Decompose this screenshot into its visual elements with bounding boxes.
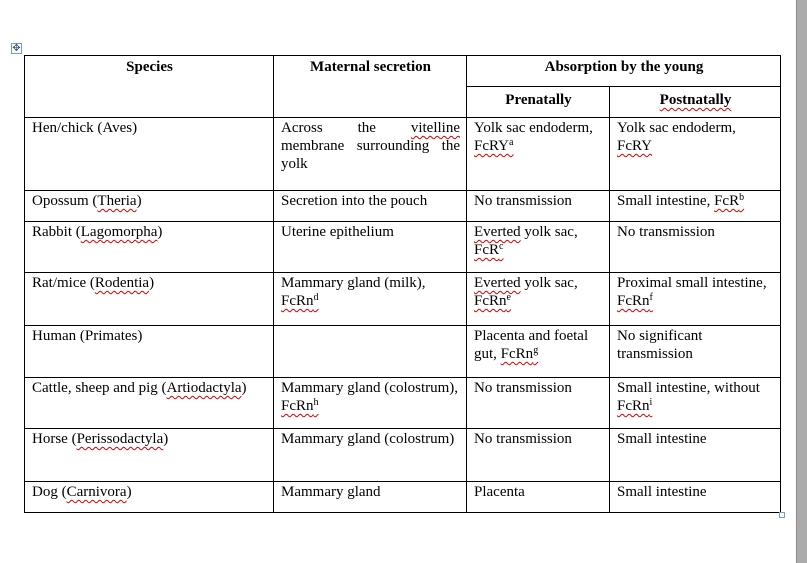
cell-text: yolk sac,	[520, 224, 578, 240]
footnote-marker: f	[649, 292, 653, 303]
cell-maternal	[274, 482, 467, 513]
cell-text: Human (Primates)	[32, 328, 143, 344]
footnote-marker: a	[509, 137, 514, 148]
cell-text: FcR$^b$	[714, 192, 745, 209]
cell-text: FcRn$^i$	[617, 397, 653, 414]
cell-text: FcRn$^e$	[474, 292, 511, 309]
cell-prenatal	[467, 222, 610, 273]
cell-prenatal	[467, 429, 610, 482]
cell-postnatal	[610, 222, 781, 273]
cell-text: Mammary gland (colostrum)	[281, 431, 455, 447]
cell-text: )	[126, 484, 132, 500]
cell-postnatal	[610, 378, 781, 429]
species-absorption-table	[24, 55, 781, 513]
cell-species	[25, 191, 274, 222]
cell-text: Everted	[474, 275, 521, 291]
cell-text: )	[136, 193, 142, 209]
page-edge-divider	[796, 0, 797, 563]
cell-text: FcRY$^a$	[474, 137, 514, 154]
cell-text: )	[149, 275, 155, 291]
cell-text: )	[163, 431, 169, 447]
cell-text: Rat/mice (	[32, 275, 95, 291]
cell-species	[25, 378, 274, 429]
cell-text: Everted	[474, 224, 521, 240]
cell-text: Hen/chick (Aves)	[32, 120, 138, 136]
cell-text: FcRn$^h$	[281, 397, 319, 414]
cell-text: Theria	[97, 193, 137, 209]
table-row	[25, 273, 781, 326]
cell-postnatal	[610, 118, 781, 191]
table-row	[25, 118, 781, 191]
table-row	[25, 222, 781, 273]
cell-text: FcRY	[617, 138, 653, 154]
cell-text: )	[157, 224, 163, 240]
cell-text: Placenta and foetal gut,	[474, 328, 589, 362]
header-prenatally: Prenatally	[467, 87, 610, 118]
cell-text: FcRn$^g$	[500, 345, 539, 362]
cell-text: Mammary gland (colostrum),	[281, 380, 459, 396]
cell-text: Mammary gland	[281, 484, 381, 500]
cell-postnatal	[610, 191, 781, 222]
table-row	[25, 482, 781, 513]
header-row	[25, 56, 781, 87]
cell-text: Small intestine	[617, 431, 707, 447]
cell-text: Secretion into the pouch	[281, 193, 428, 209]
cell-text: Dog (	[32, 484, 67, 500]
cell-text: Yolk sac endoderm,	[474, 120, 593, 136]
table-move-handle-icon[interactable]: ✥	[12, 42, 21, 54]
cell-text: Carnivora	[66, 484, 127, 500]
header-postnatally	[610, 87, 781, 118]
footnote-marker: g	[533, 345, 539, 356]
cell-prenatal	[467, 273, 610, 326]
cell-text: Horse (	[32, 431, 77, 447]
cell-maternal	[274, 118, 467, 191]
cell-text: Across the	[281, 120, 411, 136]
cell-species	[25, 482, 274, 513]
cell-species	[25, 273, 274, 326]
cell-species	[25, 326, 274, 378]
header-maternal-secretion: Maternal secretion	[274, 56, 467, 118]
table-row	[25, 326, 781, 378]
cell-text: FcRn$^d$	[281, 292, 319, 309]
footnote-marker: i	[649, 397, 653, 408]
cell-prenatal	[467, 191, 610, 222]
cell-maternal	[274, 326, 467, 378]
cell-text: Lagomorpha	[80, 224, 158, 240]
table-row	[25, 191, 781, 222]
cell-postnatal	[610, 429, 781, 482]
cell-text: Placenta	[474, 484, 525, 500]
cell-text: Opossum (	[32, 193, 98, 209]
cell-maternal	[274, 273, 467, 326]
cell-text: Small intestine,	[617, 193, 715, 209]
cell-postnatal	[610, 326, 781, 378]
cell-text: Rabbit (	[32, 224, 81, 240]
footnote-marker: b	[739, 192, 745, 203]
table-row	[25, 378, 781, 429]
cell-prenatal	[467, 482, 610, 513]
cell-text: Small intestine, without	[617, 380, 760, 396]
cell-text: No transmission	[474, 380, 572, 396]
cell-text: Rodentia	[94, 275, 150, 291]
footnote-marker: e	[506, 292, 511, 303]
cell-text: yolk sac,	[520, 275, 578, 291]
cell-maternal	[274, 191, 467, 222]
cell-maternal	[274, 378, 467, 429]
cell-prenatal	[467, 326, 610, 378]
cell-text: Perissodactyla	[76, 431, 164, 447]
cell-text: )	[241, 380, 247, 396]
cell-text: Mammary gland (milk),	[281, 275, 426, 291]
cell-maternal	[274, 222, 467, 273]
cell-species	[25, 429, 274, 482]
cell-text: Cattle, sheep and pig (	[32, 380, 167, 396]
cell-text: Proximal small intestine,	[617, 275, 767, 291]
footnote-marker: h	[313, 397, 319, 408]
cell-text: FcR$^c$	[474, 241, 504, 258]
table-row	[25, 429, 781, 482]
cell-postnatal	[610, 482, 781, 513]
cell-text: No transmission	[617, 224, 715, 240]
table-resize-handle-icon[interactable]	[779, 512, 785, 518]
cell-text: No significant transmission	[617, 328, 703, 362]
header-species: Species	[25, 56, 274, 118]
cell-prenatal	[467, 378, 610, 429]
cell-text: Artiodactyla	[166, 380, 242, 396]
cell-text: FcRn$^f$	[617, 292, 653, 309]
cell-text: membrane surrounding the yolk	[281, 138, 460, 172]
cell-species	[25, 118, 274, 191]
footnote-marker: c	[499, 241, 504, 252]
header-postnatally-text: Postnatally	[659, 92, 732, 108]
cell-maternal	[274, 429, 467, 482]
header-absorption: Absorption by the young	[467, 56, 781, 87]
cell-text: No transmission	[474, 193, 572, 209]
cell-text: No transmission	[474, 431, 572, 447]
cell-postnatal	[610, 273, 781, 326]
cell-text: vitelline	[410, 120, 460, 136]
footnote-marker: d	[313, 292, 319, 303]
cell-prenatal	[467, 118, 610, 191]
cell-text: Small intestine	[617, 484, 707, 500]
cell-species	[25, 222, 274, 273]
cell-text: Yolk sac endoderm,	[617, 120, 736, 136]
cell-text: Uterine epithelium	[281, 224, 394, 240]
